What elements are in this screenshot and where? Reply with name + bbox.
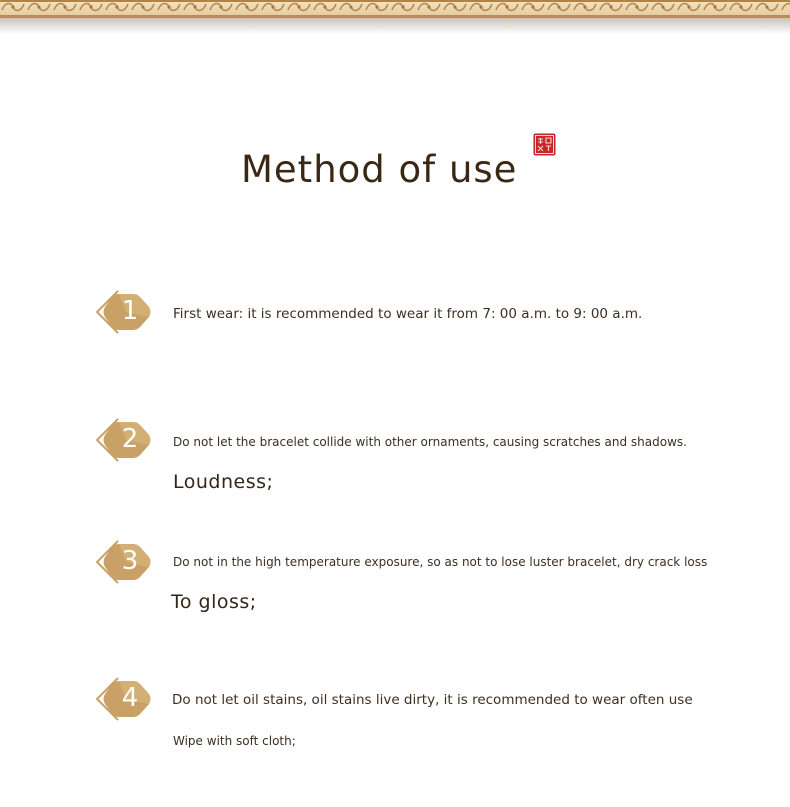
step-number: 3 (121, 546, 139, 576)
step-2-continuation: Loudness; (173, 471, 274, 493)
ornate-top-border (0, 0, 790, 34)
step-4-continuation: Wipe with soft cloth; (173, 734, 296, 748)
step-4-badge (96, 677, 153, 721)
step-3-badge (96, 540, 153, 584)
step-number: 1 (121, 296, 139, 326)
step-2-text: Do not let the bracelet collide with other ornaments, causing scratches and shadows. (173, 435, 687, 449)
step-3-text: Do not in the high temperature exposure, so as not to lose luster bracelet, dry crack loss (173, 555, 708, 569)
step-number: 2 (121, 424, 139, 454)
step-2-badge (96, 418, 153, 462)
seal-stamp-icon (533, 133, 556, 156)
step-3-continuation: To gloss; (171, 591, 257, 613)
page-title: Method of use (241, 148, 518, 191)
step-4-text: Do not let oil stains, oil stains live dirty, it is recommended to wear often use (172, 692, 693, 708)
step-1-text: First wear: it is recommended to wear it from 7: 00 a.m. to 9: 00 a.m. (173, 306, 643, 322)
step-1-badge (96, 290, 153, 334)
step-number: 4 (121, 683, 139, 713)
